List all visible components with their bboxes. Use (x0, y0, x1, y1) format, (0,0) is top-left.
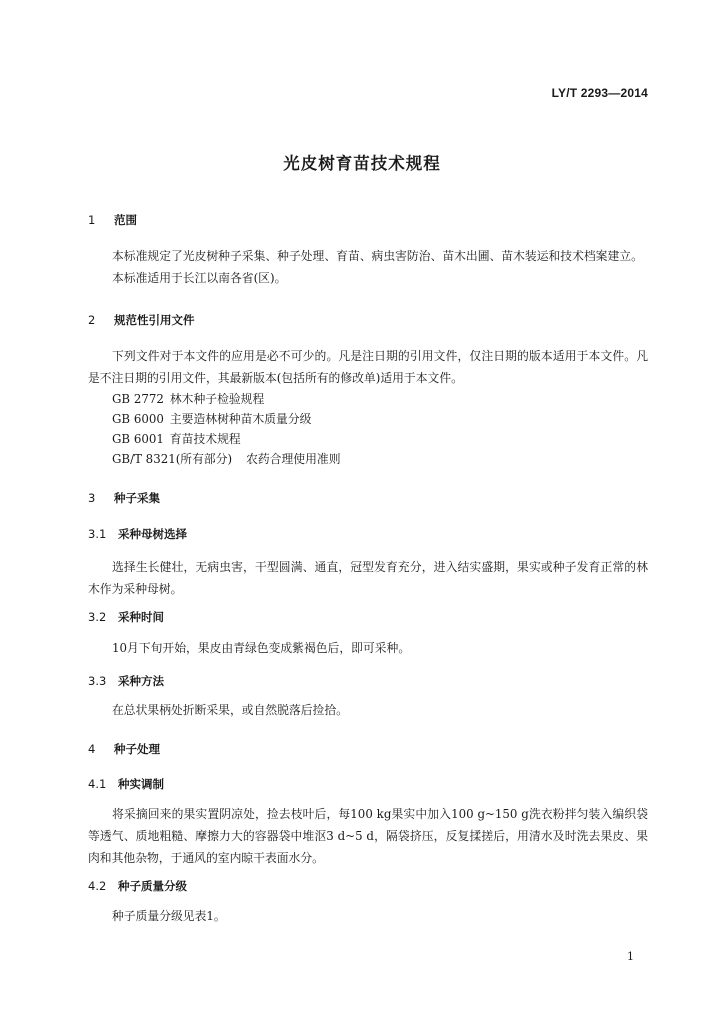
standard-code: LY/T 2293—2014 (551, 86, 648, 100)
paragraph: 下列文件对于本文件的应用是必不可少的。凡是注日期的引用文件，仅注日期的版本适用于本文件。凡是不注日期的引用文件，其最新版本(包括所有的修改单)适用于本文件。 (88, 349, 648, 385)
reference-item: GB/T 8321(所有部分) 农药合理使用准则 (112, 452, 341, 466)
section-heading: 2 规范性引用文件 (88, 313, 195, 327)
subsection-3-3-body (88, 699, 648, 721)
paragraph: 在总状果柄处折断采果，或自然脱落后捡拾。 (112, 703, 348, 717)
section-2 (88, 312, 648, 328)
section-heading: 3 种子采集 (88, 491, 160, 505)
subsection-heading: 4.2 种子质量分级 (88, 879, 187, 893)
section-3 (88, 490, 648, 506)
subsection-3-1 (88, 526, 648, 542)
paragraph: 将采摘回来的果实置阴凉处，捡去枝叶后，每100 kg果实中加入100 g~150 g洗衣粉拌匀装入编织袋等透气、质地粗糙、摩擦力大的容器袋中堆沤3 d~5 d，隔袋挤压，反复揉搓后，用清水及时洗去果皮、果肉和其他杂物，于通风的室内晾干表面水分。 (88, 807, 648, 865)
section-1 (88, 212, 648, 228)
reference-item: GB 6001 育苗技术规程 (112, 432, 241, 446)
paragraph: 本标准适用于长江以南各省(区)。 (112, 271, 287, 285)
section-heading: 4 种子处理 (88, 742, 160, 756)
subsection-heading: 3.1 采种母树选择 (88, 527, 187, 541)
paragraph: 本标准规定了光皮树种子采集、种子处理、育苗、病虫害防治、苗木出圃、苗木装运和技术档案建立。 (112, 249, 643, 263)
subsection-4-1-body (88, 803, 648, 869)
subsection-3-2 (88, 609, 648, 625)
subsection-4-2-body (88, 905, 648, 927)
subsection-heading: 4.1 种实调制 (88, 777, 164, 791)
subsection-3-1-body (88, 556, 648, 600)
section-1-body (88, 245, 648, 289)
paragraph: 种子质量分级见表1。 (112, 909, 226, 923)
subsection-3-2-body (88, 637, 648, 659)
paragraph: 10月下旬开始，果皮由青绿色变成紫褐色后，即可采种。 (112, 641, 411, 655)
subsection-4-1 (88, 776, 648, 792)
section-2-body (88, 345, 648, 469)
section-4 (88, 741, 648, 757)
page-number: 1 (627, 950, 634, 963)
reference-item: GB 6000 主要造林树种苗木质量分级 (112, 412, 312, 426)
subsection-3-3 (88, 673, 648, 689)
paragraph: 选择生长健壮，无病虫害，干型圆满、通直，冠型发育充分，进入结实盛期，果实或种子发育正常的林木作为采种母树。 (88, 560, 648, 596)
subsection-heading: 3.3 采种方法 (88, 674, 164, 688)
document-title: 光皮树育苗技术规程 (283, 154, 441, 173)
subsection-4-2 (88, 878, 648, 894)
section-heading: 1 范围 (88, 213, 137, 227)
reference-item: GB 2772 林木种子检验规程 (112, 392, 265, 406)
subsection-heading: 3.2 采种时间 (88, 610, 164, 624)
